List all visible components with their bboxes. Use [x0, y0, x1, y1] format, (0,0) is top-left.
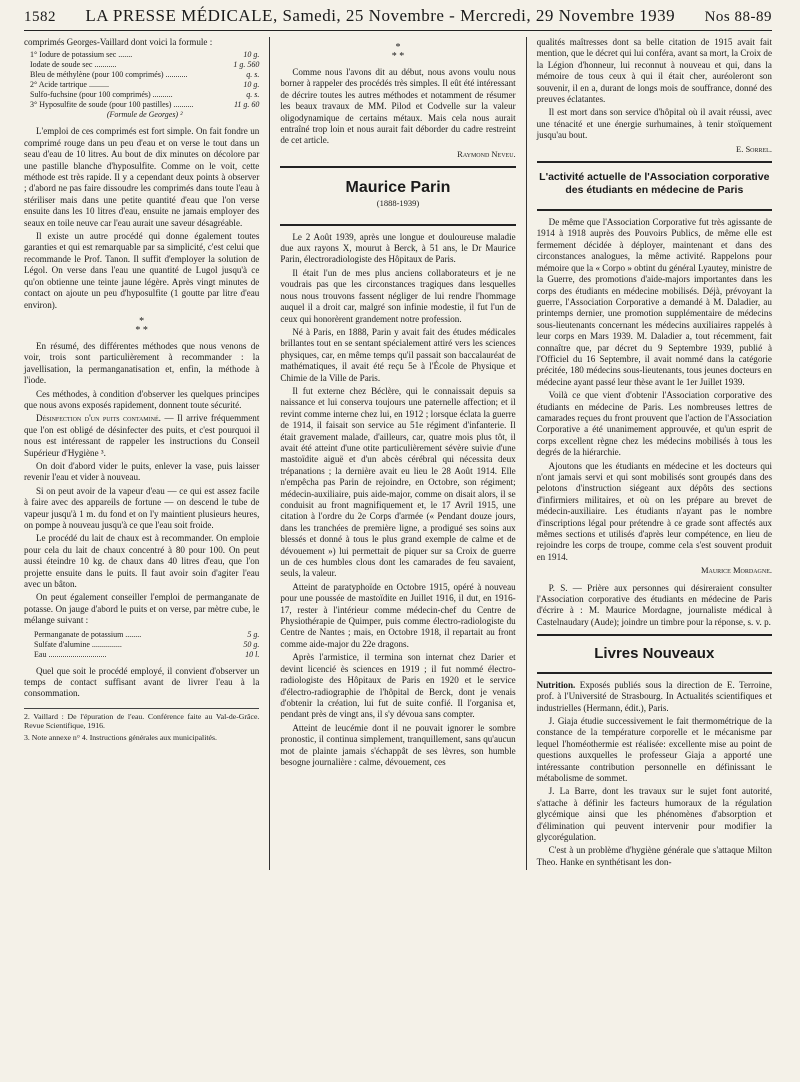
- paragraph: Il était l'un de mes plus anciens collaborateurs et je ne voudrais pas que les circonstances tragiques dans lesquelles nous nous trouvons fassent négliger de lui rendre l'hommage auquel il a droit car, malgré son infinie modestie, il fut l'un de ceux qui honorèrent grandement notre profession.: [280, 267, 516, 324]
- footnotes: [24, 708, 259, 743]
- paragraph-puits: Désinfection d'un puits contaminé. — Il arrive fréquemment que l'on est obligé de désinfecter des puits, et c'est pourquoi il nous est intéressant de rappeler les instructions du Conseil Supérieur d'Hygiène ³.: [24, 413, 260, 458]
- paragraph: Ces méthodes, à condition d'observer les quelques principes que nous avons exposés rapidement, donnent toute sécurité.: [24, 388, 260, 410]
- paragraph: qualités maîtresses dont sa belle citation de 1915 avait fait mention, que le décret qui lui conféra, avant sa mort, la Croix de la Légion d'honneur, lui reconnut à nouveau et qui, dans la mémoire de tous ceux à qui il était cher, auréoleront son souvenir, il en a, durant de longs mois de souffrance, donné des preuves éclatantes.: [536, 37, 772, 105]
- author-signature: Maurice Mordagne.: [700, 565, 772, 576]
- paragraph: Le 2 Août 1939, après une longue et douloureuse maladie due aux rayons X, mourut à Berck, à 51 ans, le Dr Maurice Parin, électroradiologiste des Hôpitaux de Paris.: [280, 231, 516, 265]
- formula-row: 1° Iodure de potassium sec ....... 10 g.: [30, 50, 260, 60]
- formula-row: 2° Acide tartrique .......... 10 g.: [30, 80, 260, 90]
- book-lead: Nutrition.: [536, 679, 576, 690]
- paragraph: Voilà ce que vient d'obtenir l'Association corporative des étudiants en médecine de Paris. Les nombreuses lettres de camarades reçues du front prouvent que l'action de l'Association Corporative a été unanimement approuvée, et qu'un esprit de corps excellent règne chez les médecins mobilisés à tous les degrés de la hiérarchie.: [536, 390, 772, 458]
- section-lead: Désinfection d'un puits contaminé.: [36, 413, 161, 424]
- author-signature: E. Sorrel.: [736, 143, 772, 154]
- page-number: 1582: [24, 9, 56, 25]
- obituary-dates: (1888-1939): [376, 198, 420, 209]
- journal-title: LA PRESSE MÉDICALE, Samedi, 25 Novembre - Mercredi, 29 Novembre 1939: [85, 6, 676, 25]
- mixture-list: [34, 630, 259, 660]
- paragraph: Il fut externe chez Béclère, qui le connaissait depuis sa naissance et lui conserva toujours une paternelle affection; et il revint comme interne chez lui, en 1912 ; lorsque éclata la guerre de 1914, il faisait son service au 51e régiment d'infanterie. Il était gravement malade, d'ailleurs, car, quatre mois plus tôt, il avait été atteint d'une otite particulièrement sévère suivie d'une mastoïdite aiguë et d'un abcès cérébral qui nécessita deux trépanations ; la dernière avait eu lieu le 28 Août 1914. Elle n'empêcha pas Parin de rejoindre, en Octobre, son régiment; médecin-auxiliaire, puis aide-major, comme on disait alors, il se conduisit au front magnifiquement et, le 17 Avril 1915, une citation à l'ordre du 2e Corps d'armée (« Pendant douze jours, dans les tranchées de première ligne, a prodigué ses soins aux blessés et donné à tous le plus grand exemple de calme et de dévouement ») lui permettait de piquer sur sa Croix de guerre un de ces humbles clous dont les camarades de feu savaient, seuls, la valeur.: [280, 385, 516, 579]
- page-header: [24, 6, 772, 31]
- paragraph: Le procédé du lait de chaux est à recommander. On emploie pour cela du lait de chaux concentré à 80 pour 100. On peut aussi éteindre 10 kg. de chaux dans 40 litres d'eau, que l'on projette ensuite dans le puits. Il faut avoir soin d'agiter l'eau avec un bâton.: [24, 533, 260, 590]
- paragraph: Quel que soit le procédé employé, il convient d'observer un temps de contact suffisant avant de livrer l'eau à la consommation.: [24, 665, 260, 699]
- paragraph: L'emploi de ces comprimés est fort simple. On fait fondre un comprimé rouge dans un peu d'eau et on verse le tout dans un seau d'eau de 10 litres. Au bout de dix minutes on décolore par une pastille blanche d'hyposulfite. Comme on le voit, cette méthode est très rapide. Il y a cependant deux points à observer ; d'abord ne pas faire dissoudre les comprimés dans toute l'eau à stériliser mais dans une petite quantité d'eau que l'on verse ensuite dans les 10 litres d'eau, ensuite ne jamais employer des seaux en toile neuve car l'eau aurait une saveur désagréable.: [24, 126, 260, 228]
- columns: [24, 37, 772, 870]
- paragraph: J. La Barre, dont les travaux sur le sujet font autorité, s'attache à définir les facteurs humoraux de la régulation glycémique ainsi que les phénomènes d'absorption et d'élimination qui peuvent intervenir pour modifier la glycorégulation.: [536, 786, 772, 842]
- paragraph: Né à Paris, en 1888, Parin y avait fait des études médicales brillantes tout en se sentant spécialement attiré vers les sciences physiques, car, en même temps qu'il passait son baccalauréat de mathématiques, il avait été reçu 5e à l'École de Physique et Chimie de la Ville de Paris.: [280, 326, 516, 383]
- paragraph: On doit d'abord vider le puits, enlever la vase, puis laisser revenir l'eau et vider à nouveau.: [24, 460, 260, 483]
- section-separator-stars: * * *: [391, 42, 405, 62]
- livres-box: [537, 634, 772, 673]
- formula-row: Bleu de méthylène (pour 100 comprimés) ........... q. s.: [30, 70, 260, 80]
- mixture-row: Sulfate d'alumine ............... 50 g.: [34, 639, 260, 649]
- paragraph: Atteint de leucémie dont il ne pouvait ignorer le sombre pronostic, il continua simplement, tranquillement, sans qu'aucun mot de plainte jamais s'échappât de ses lèvres, son humble besogne journalière : calme, dévouement, ces: [280, 722, 516, 767]
- book-reference: Nutrition. Exposés publiés sous la direction de E. Terroine, prof. à l'Université de Strasbourg. In Actualités scientifiques et industrielles (Hermann, édit.), Paris.: [536, 679, 772, 713]
- association-box: [537, 161, 772, 211]
- formula-row: Sulfo-fuchsine (pour 100 comprimés) .......... q. s.: [30, 90, 260, 100]
- footnote: 2. Vaillard : De l'épuration de l'eau. Conférence faite au Val-de-Grâce. Revue Scientifique, 1916.: [24, 711, 260, 731]
- column-rule: [526, 37, 527, 870]
- column-rule: [269, 37, 270, 870]
- paragraph: De même que l'Association Corporative fut très agissante de 1914 à 1918 auprès des Pouvoirs Publics, de même elle est fermement décidée à déployer, maintenant et dans des circonstances analogues, la même activité. Rappelons pour mémoire que la « Corpo » obtint du général Lyautey, ministre de la Guerre, des promotions d'aide-majors importantes dans les corps des étudiants en médecine mobilisés. Déjà, prévoyant la guerre, l'Association Corporative a demandé à M. Daladier, au printemps dernier, une promotion supplémentaire de médecins sous-lieutenants concernant les médecins auxiliaires rappelés à leur corps en Mars 1939. M. Daladier a, tout récemment, fait connaître que, par décret du 9 Septembre 1939, publié à l'Officiel du 16 Septembre, il avait nommé dans la catégorie précitée, 180 médecins sous-lieutenants, tous jeunes docteurs en médecine ayant passé leur thèse avant le 1er Juillet 1939.: [536, 217, 772, 387]
- paragraph: J. Giaja étudie successivement le fait thermométrique de la constance de la température corporelle et le mécanisme par lequel l'homéothermie est réalisée: excellente mise au point de questions auxquelles le professeur Giaja a apporté une intéressante contribution personnelle en définissant le métabolisme de sommet.: [536, 715, 772, 783]
- paragraph: Ajoutons que les étudiants en médecine et les docteurs qui n'ont jamais servi et qui sont mobilisés sont groupés dans des pelotons d'instruction siégeant aux dépôts des sections d'infirmiers militaires, et où on les prépare au brevet de médecin-auxiliaire. Les étudiants n'ayant pas le nombre d'inscriptions légal pour prétendre à ce grade sont affectés aux mêmes sections et utilisés d'après leur compétence, en lieu de rejoindre les corps de troupe, comme cela s'est souvent produit en 1914.: [536, 460, 772, 562]
- issue-number: Nos 88-89: [704, 9, 772, 25]
- paragraph: Il est mort dans son service d'hôpital où il avait réussi, avec une ténacité et une énergie surhumaines, à tenir stoïquement jusqu'au bout.: [536, 107, 772, 141]
- livres-title: Livres Nouveaux: [594, 645, 715, 663]
- column-middle: [280, 37, 515, 870]
- formula-intro: comprimés Georges-Vaillard dont voici la formule :: [24, 37, 213, 47]
- postscript: P. S. — Prière aux personnes qui désireraient consulter l'Association corporative des étudiants en médecine de Paris d'écrire à : M. Maurice Mordagne, journaliste médical à Castelnaudary (Aude); joindre un timbre pour la réponse, s. v. p.: [536, 582, 772, 627]
- paragraph: Atteint de paratyphoïde en Octobre 1915, opéré à nouveau pour une poussée de mastoïdite en Juillet 1916, il dut, en 1916-17, rester à l'intérieur comme médecin-chef du Centre de Physiothérapie de Quimper, puis comme électro-radiologiste du Centre de Nantes ; mais, en Octobre 1918, il repartait au front comme aide-major du 22e dragons.: [280, 581, 516, 649]
- column-left: [24, 37, 259, 870]
- mixture-row: Eau ............................. 10 l.: [34, 649, 260, 659]
- obituary-box: [280, 166, 515, 225]
- paragraph: En résumé, des différentes méthodes que nous venons de voir, trois sont particulièrement à recommander : la javellisation, la permanganatisation et, enfin, la méthode à l'iode.: [24, 340, 260, 386]
- paragraph: Si on peut avoir de la vapeur d'eau — ce qui est assez facile à faire avec des appareils de fortune — on descend le tube de vapeur jusqu'à 1 m. du fond et on l'y maintient plusieurs heures, on pompe à nouveau jusqu'à ce que l'eau soit froide.: [24, 485, 260, 530]
- association-title: L'activité actuelle de l'Association corporative des étudiants en médecine de Paris: [539, 171, 770, 197]
- paragraph: Après l'armistice, il termina son internat chez Darier et devint licencié ès sciences en 1919 ; il fut nommé électro-radiologiste des Hôpitaux de Paris en 1920 et le service d'électro-radiographie de l'hôpital de Berck, dont je venais d'obtenir la création, lui fut de suite confié. Il l'organisa et, pendant près de vingt ans, il s'y dévoua sans compter.: [280, 652, 516, 720]
- footnote: 3. Note annexe n° 4. Instructions générales aux municipalités.: [24, 733, 218, 743]
- paragraph: C'est à un problème d'hygiène générale que s'attaque Milton Theo. Hanke en synthétisant les don-: [536, 845, 772, 867]
- paragraph: Il existe un autre procédé qui donne également toutes garanties et qui est remarquable par sa simplicité, c'est celui que recommande le Prof. Tanon. Il suffit d'employer la solution de Légol. On verse dans l'eau une quantité de Lugol jusqu'à ce qu'on obtienne une teinte jaune légère. Après vingt minutes de contact on ajoute un peu d'hyposulfite (1 goutte par litre d'eau environ).: [24, 231, 260, 310]
- mixture-row: Permanganate de potassium ........ 5 g.: [34, 629, 260, 639]
- paragraph: Comme nous l'avons dit au début, nous avons voulu nous borner à rappeler des procédés très simples. Il eût été intéressant de décrire toutes les autres méthodes et notamment de résumer les beaux travaux de MM. Pilod et Codvelle sur la valeur oligodynamique de certains métaux. Mais cela nous aurait entraîné trop loin et nous aurait fait déborder du cadre restreint de cet article.: [280, 67, 516, 146]
- formula-list: [30, 50, 259, 120]
- column-right: [537, 37, 772, 870]
- obituary-title: Maurice Parin: [345, 179, 451, 197]
- formula-row: Iodate de soude sec ........... 1 g. 560: [30, 60, 260, 70]
- formula-row: 3° Hyposulfite de soude (pour 100 pastilles) .......... 11 g. 60: [30, 100, 260, 110]
- section-separator-stars: * * *: [135, 315, 148, 336]
- author-signature: Raymond Neveu.: [457, 148, 516, 159]
- paragraph: On peut également conseiller l'emploi de permanganate de potasse. On jauge d'abord le puits et on verse, par mètre cube, le mélange suivant :: [24, 592, 260, 626]
- formula-note: (Formule de Georges) ²: [106, 110, 183, 120]
